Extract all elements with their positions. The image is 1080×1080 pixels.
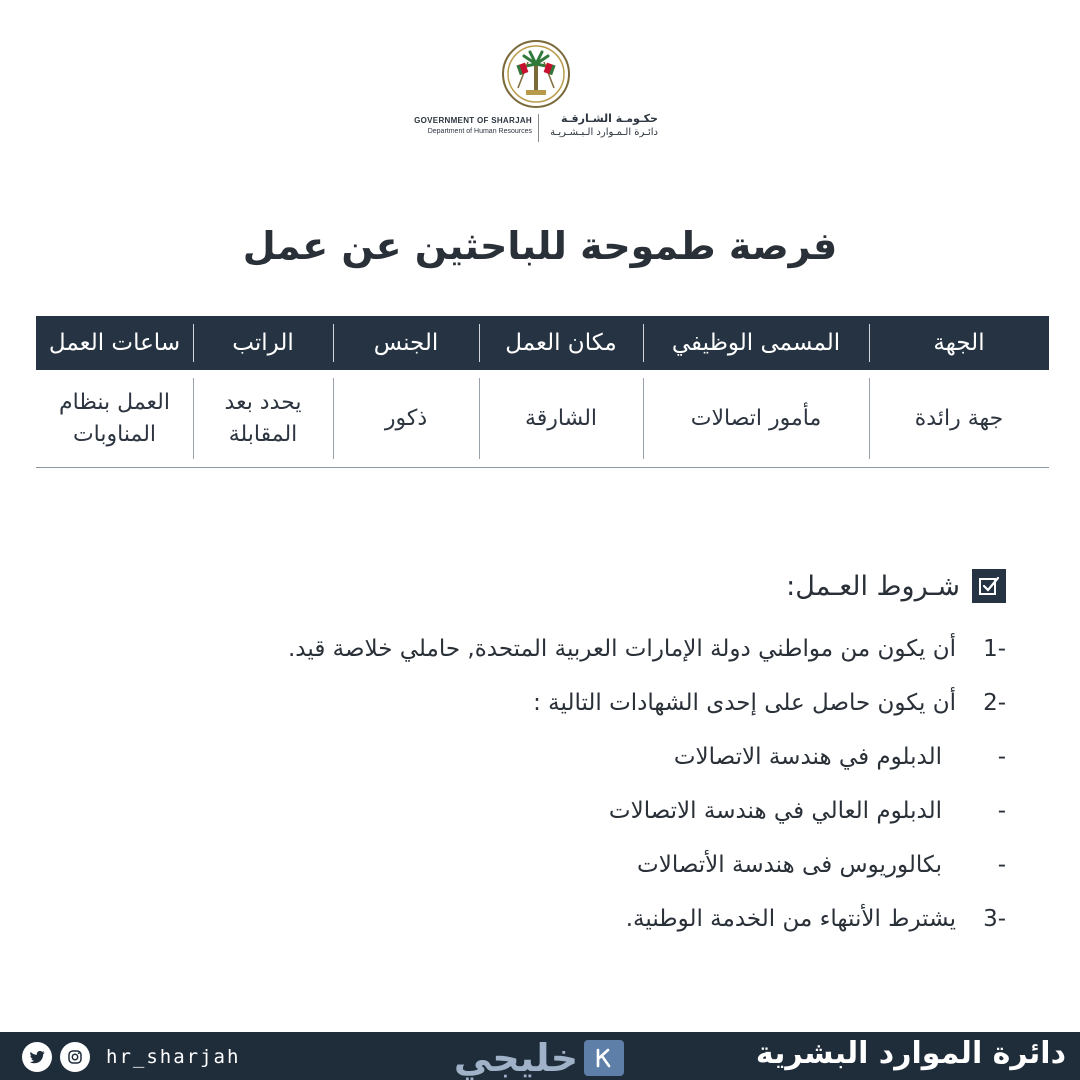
watermark-text: خليجي (453, 1036, 579, 1080)
page-title: فرصة طموحة للباحثين عن عمل (242, 224, 838, 268)
table-header-row (36, 316, 1049, 370)
header (0, 30, 1080, 150)
list-item (226, 622, 1006, 676)
list-item-text: أن يكون حاصل على إحدى الشهادات التالية : (533, 690, 956, 716)
government-title-en: GOVERNMENT OF SHARJAH (414, 116, 532, 125)
k-badge-icon (584, 1040, 624, 1076)
job-table (36, 316, 1049, 468)
list-item-bullet: - (997, 852, 1006, 878)
list-item-number: 2- (983, 690, 1006, 716)
department-name-footer: دائرة الموارد البشرية (755, 1036, 1066, 1071)
government-title-ar: حكـومـة الشـارقـة (560, 112, 658, 125)
table-row (36, 370, 1049, 468)
sharjah-emblem-icon (502, 40, 570, 108)
job-conditions (226, 564, 1006, 946)
conditions-list (226, 622, 1006, 946)
list-item-text: الدبلوم العالي في هندسة الاتصالات (608, 798, 942, 824)
list-item-text: بكالوريوس فى هندسة الأتصالات (637, 852, 942, 878)
table-header-cell: ساعات العمل (48, 330, 181, 356)
twitter-icon[interactable] (22, 1042, 52, 1072)
logo-divider (538, 114, 539, 142)
list-item (226, 892, 1006, 946)
list-item-bullet: - (997, 798, 1006, 824)
government-name-ar (548, 112, 658, 139)
footer-bar (0, 1032, 1080, 1080)
list-item-text: أن يكون من مواطني دولة الإمارات العربية المتحدة, حاملي خلاصة قيد. (288, 636, 956, 662)
department-title-ar: دائـرة الـمـوارد الـبـشـريـة (550, 127, 658, 139)
table-cell: العمل بنظام المناوبات (59, 389, 170, 447)
table-header-cell: الجنس (333, 316, 479, 370)
list-item-text: يشترط الأنتهاء من الخدمة الوطنية. (625, 906, 956, 932)
table-cell: يحدد بعد المقابلة (193, 370, 333, 467)
social-handle: hr_sharjah (106, 1046, 241, 1068)
list-item (226, 676, 1006, 730)
table-cell: الشارقة (479, 370, 643, 467)
list-item-text: الدبلوم في هندسة الاتصالات (673, 744, 942, 770)
table-cell: مأمور اتصالات (643, 370, 869, 467)
government-name-en (414, 116, 532, 136)
instagram-icon[interactable] (60, 1042, 90, 1072)
table-header-cell: مكان العمل (479, 316, 643, 370)
list-item-number: 3- (983, 906, 1006, 932)
watermark (398, 1038, 680, 1078)
table-header-cell: الراتب (193, 316, 333, 370)
department-title-en: Department of Human Resources (427, 127, 532, 135)
conditions-heading (226, 564, 1006, 608)
table-header-cell: المسمى الوظيفي (643, 316, 869, 370)
list-item (226, 730, 1006, 784)
list-item-bullet: - (997, 744, 1006, 770)
social-links (22, 1042, 240, 1072)
table-cell: جهة رائدة (869, 370, 1049, 467)
table-header-cell: الجهة (869, 316, 1049, 370)
list-item-number: 1- (983, 636, 1006, 662)
list-item (226, 838, 1006, 892)
checkbox-icon (972, 569, 1006, 603)
table-cell: ذكور (333, 370, 479, 467)
list-item (226, 784, 1006, 838)
conditions-title: شـروط العـمل: (786, 570, 960, 602)
